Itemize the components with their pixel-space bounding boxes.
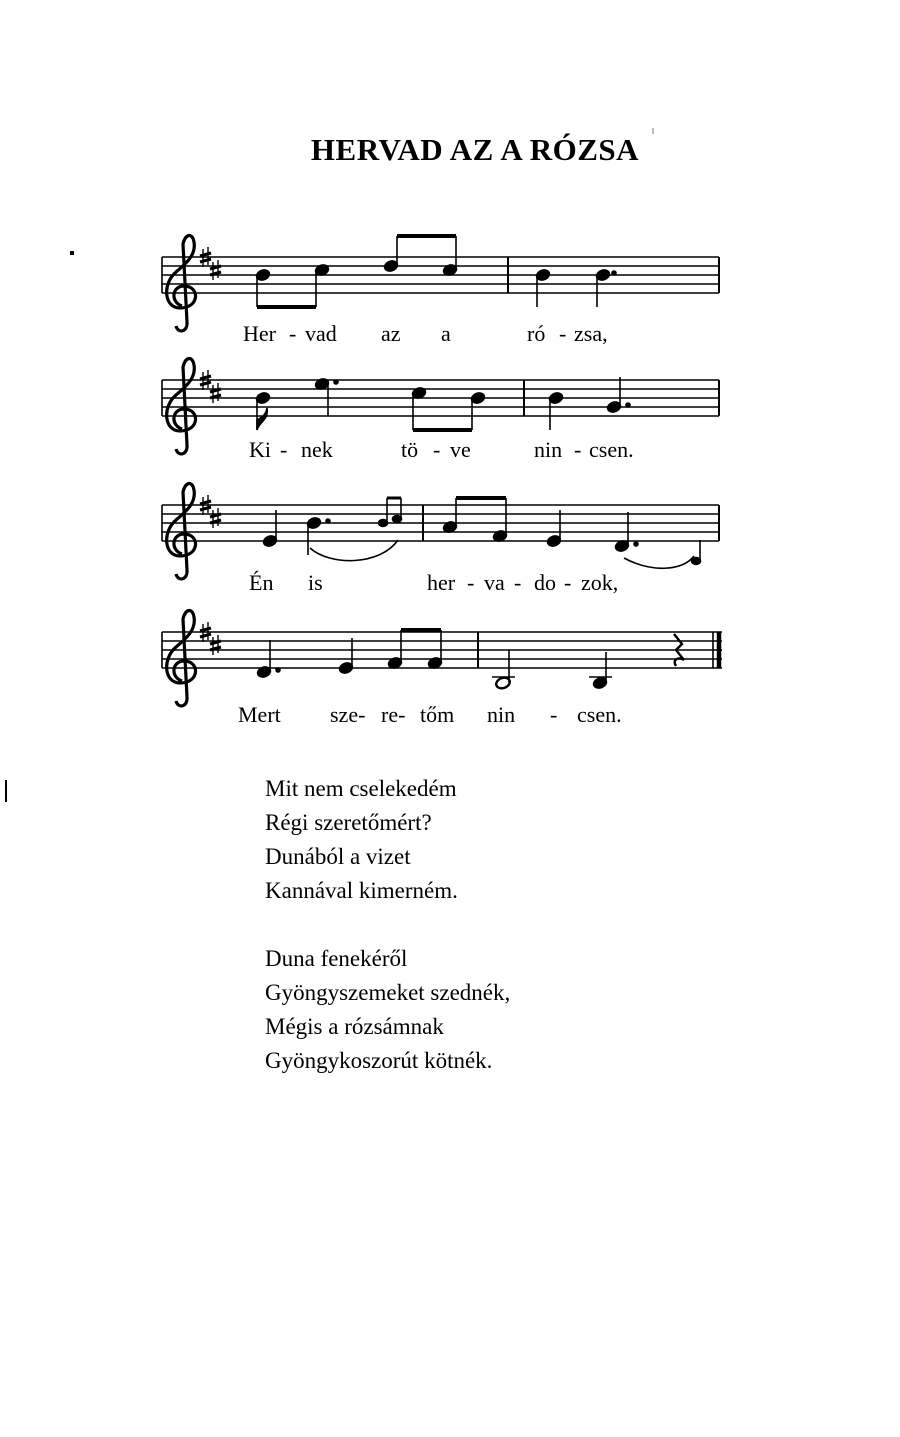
page-title: HERVAD AZ A RÓZSA (310, 132, 640, 167)
lyric-hyphen: - (289, 321, 297, 346)
lyric-syllable: ró (527, 321, 546, 346)
lyric-hyphen: - (514, 570, 522, 595)
lyric-syllable: csen. (577, 702, 622, 727)
lyric-syllable: a (441, 321, 451, 346)
staff-system-1 (162, 236, 719, 347)
sharp-icon (210, 383, 221, 403)
lyric-hyphen: - (564, 570, 572, 595)
verse-line: Dunából a vizet (265, 844, 411, 869)
verse-line: Duna fenekéről (265, 946, 408, 971)
lyric-hyphen: - (280, 437, 288, 462)
lyric-syllable: tö (401, 437, 419, 462)
lyric-syllable: zok, (581, 570, 619, 595)
scan-speck (5, 780, 7, 802)
lyric-syllable: her (427, 570, 456, 595)
lyric-syllable: tőm (420, 702, 455, 727)
scan-speck (70, 251, 74, 255)
lyric-syllable: nin (487, 702, 516, 727)
lyric-syllable: is (308, 570, 323, 595)
lyric-hyphen: - (467, 570, 475, 595)
verse-line: Mégis a rózsámnak (265, 1014, 444, 1039)
verse-line: Régi szeretőmért? (265, 810, 432, 835)
lyric-hyphen: - (550, 702, 558, 727)
lyric-syllable: ve (450, 437, 471, 462)
lyric-syllable: va (484, 570, 505, 595)
verse-line: Mit nem cselekedém (265, 776, 457, 801)
lyric-syllable: vad (305, 321, 337, 346)
lyric-syllable: sze- (330, 702, 366, 727)
lyric-syllable: csen. (589, 437, 634, 462)
lyric-syllable: Én (249, 570, 274, 595)
lyric-syllable: az (381, 321, 401, 346)
verses (265, 772, 510, 1112)
lyric-syllable: Ki (249, 437, 271, 462)
verse-line: Kannával kimerném. (265, 878, 458, 903)
lyric-syllable: zsa, (574, 321, 608, 346)
lyric-syllable: nek (301, 437, 333, 462)
stanza-1 (265, 772, 510, 908)
verse-line: Gyöngyszemeket szednék, (265, 980, 511, 1005)
staff-system-2 (162, 359, 719, 463)
lyric-syllable: Mert (238, 702, 281, 727)
sharp-icon (210, 635, 221, 655)
stanza-2 (265, 942, 510, 1078)
lyric-hyphen: - (574, 437, 582, 462)
staff-system-4 (162, 611, 722, 728)
scan-speck (652, 128, 654, 134)
lyric-hyphen: - (433, 437, 441, 462)
sharp-icon (210, 508, 221, 528)
sharp-icon (210, 260, 221, 280)
lyric-syllable: nin (534, 437, 563, 462)
lyric-hyphen: - (559, 321, 567, 346)
lyric-syllable: do (534, 570, 556, 595)
verse-line: Gyöngykoszorút kötnék. (265, 1048, 493, 1073)
lyric-syllable: re- (381, 702, 406, 727)
lyric-syllable: Her (243, 321, 276, 346)
staff-system-3 (162, 484, 719, 596)
